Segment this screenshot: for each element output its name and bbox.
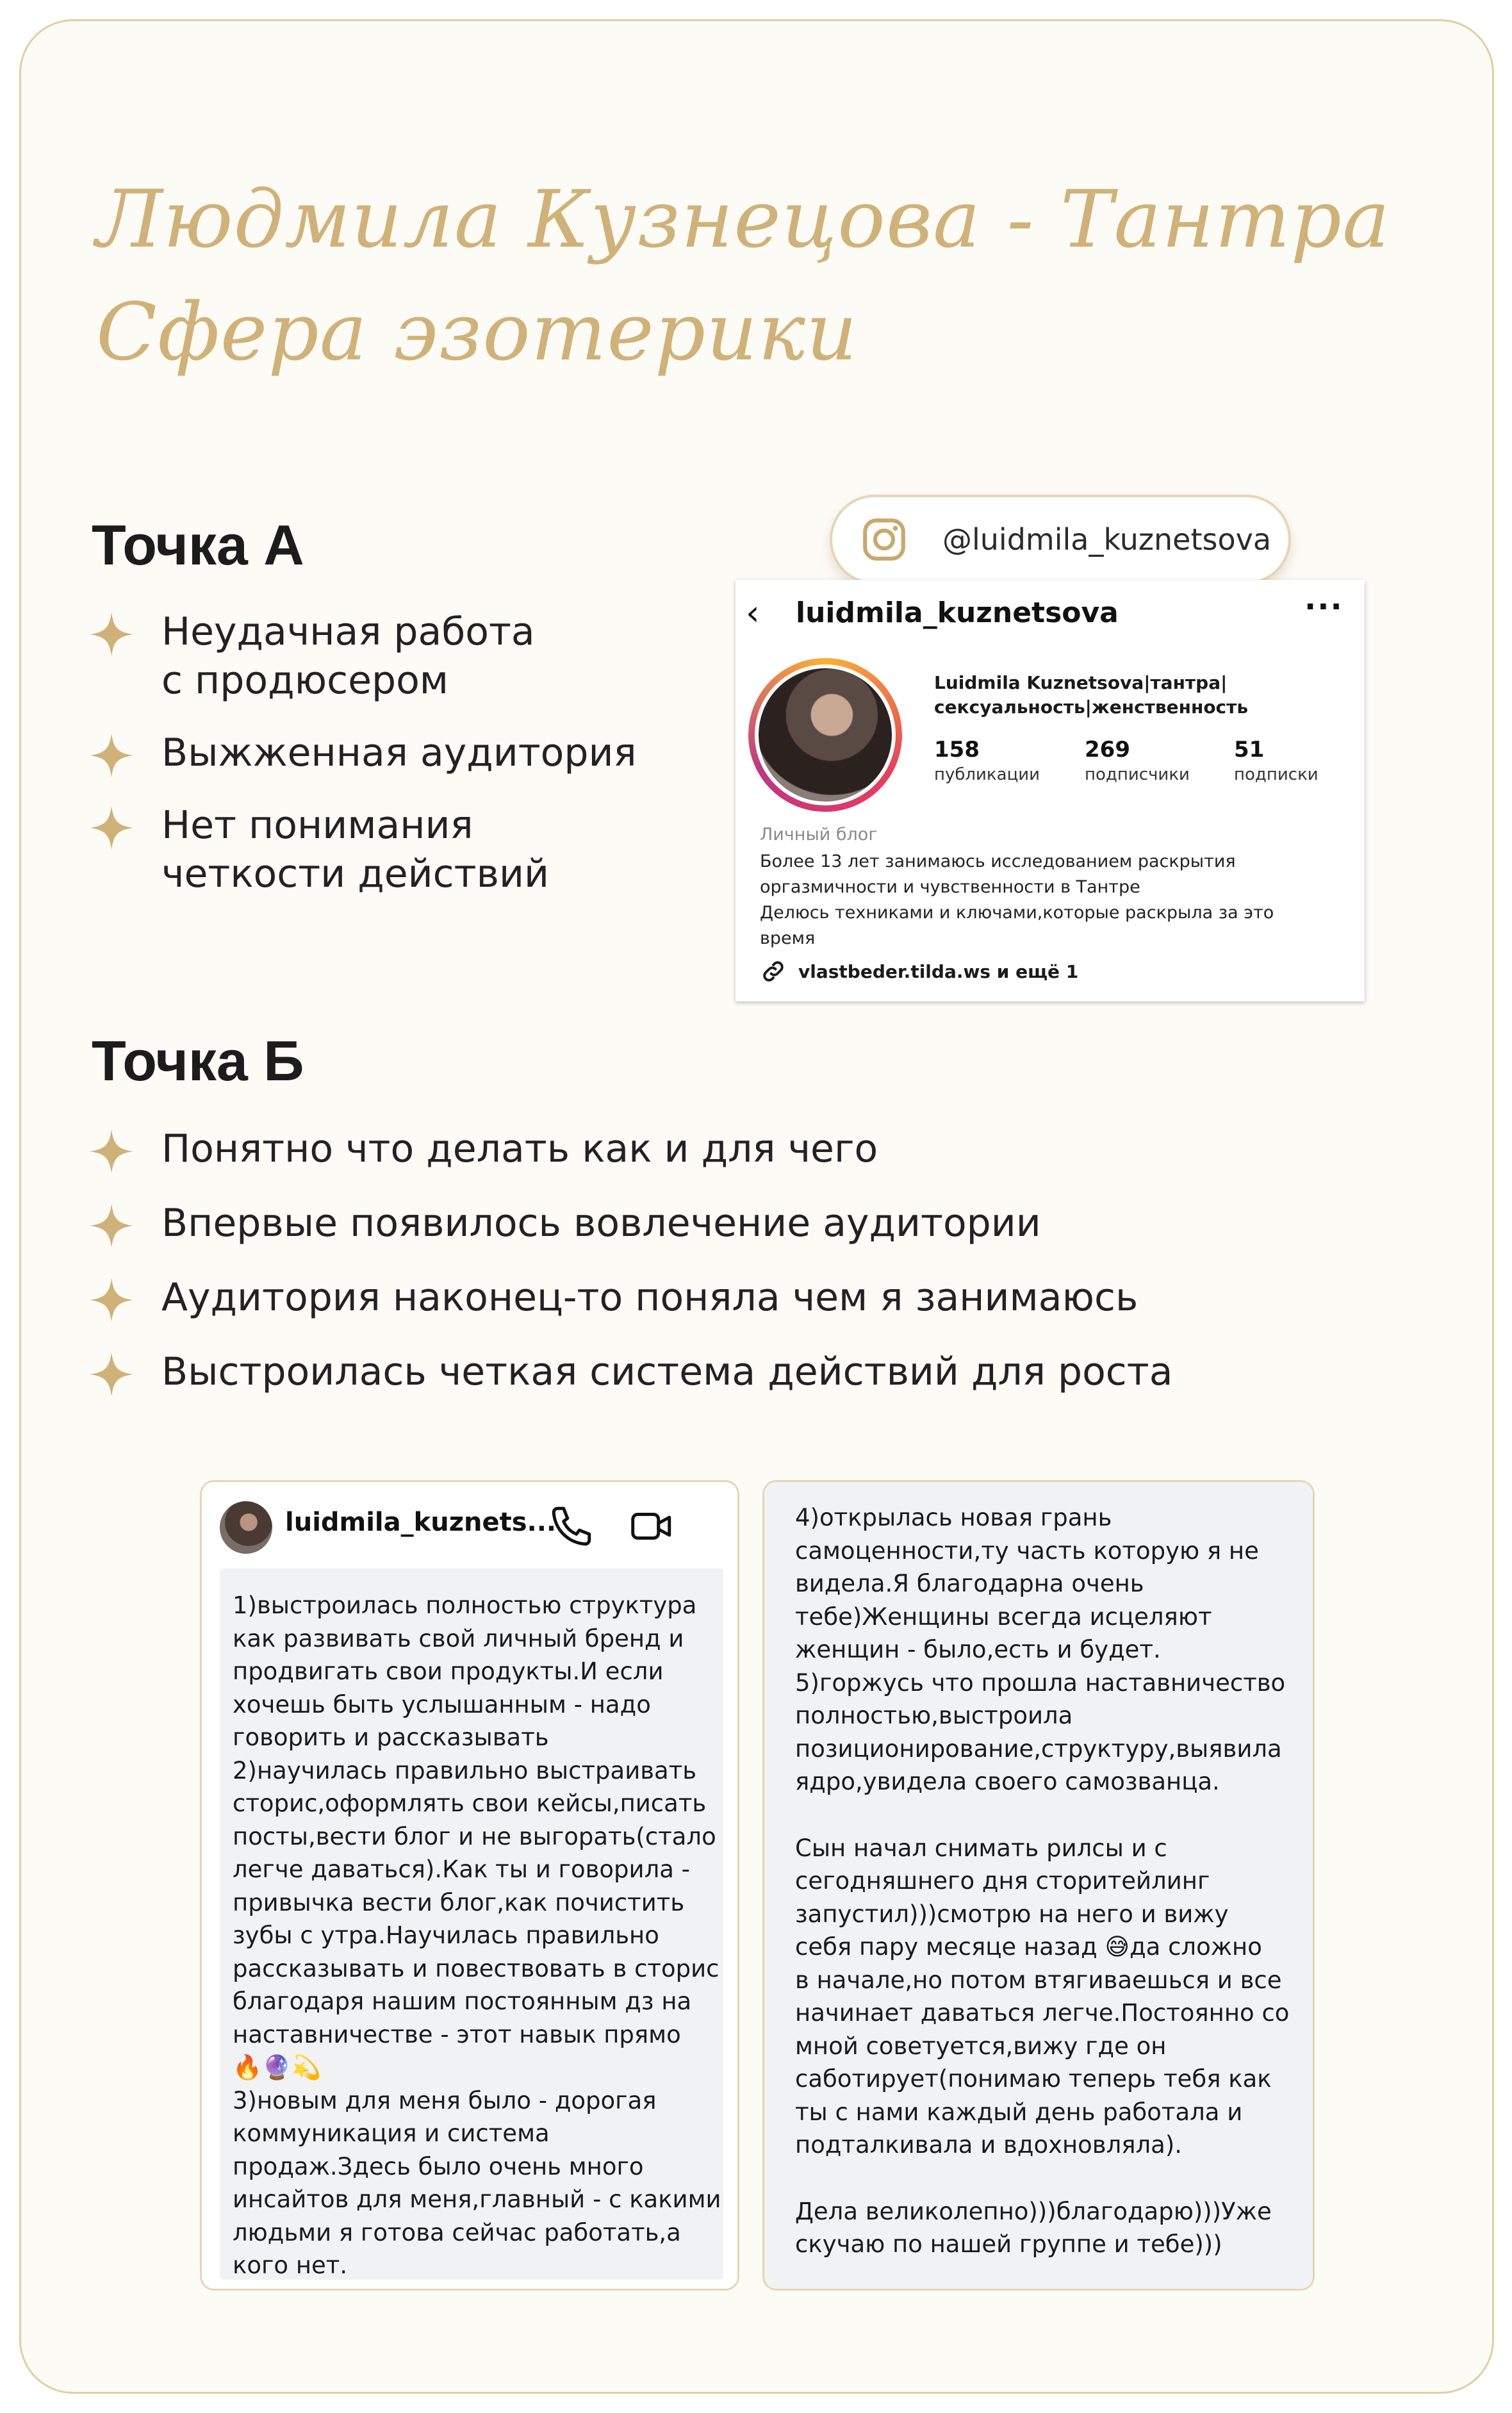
profile-username: luidmila_kuznetsova bbox=[796, 597, 1119, 629]
point-b-list bbox=[90, 1124, 1173, 1422]
more-options-icon[interactable]: ··· bbox=[1304, 589, 1344, 625]
back-arrow-icon[interactable]: ‹ bbox=[746, 593, 760, 633]
message-bubble: 4)открылась новая грань самоценности,ту часть которую я не видела.Я благодарна очень тебе)Женщины всегда исцеляют женщин - было,есть и будет. 5)горжусь что прошла наставничество полностью,выстроила позиционирование,структуру,выявила ядро,увидела своего самозванца. Сын начал снимать рилсы и с сегодняшнего дня сторитейлинг запустил)))смотрю на него и вижу себя пару месяце назад 😅да сложно в начале,но потом втягиваешься и все начинает даваться легче.Постоянно со мной советуется,вижу где он саботирует(понимаю теперь тебя как ты с нами каждый день работала и подталкивала и вдохновляла). Дела великолепно)))благодарю)))Уже скучаю по нашей группе и тебе))) bbox=[764, 1482, 1313, 2289]
stat-following[interactable]: 51 подписки bbox=[1234, 737, 1319, 784]
sparkle-icon bbox=[90, 1204, 133, 1248]
point-a-heading: Точка А bbox=[92, 513, 304, 577]
title-line-1: Людмила Кузнецова - Тантра bbox=[96, 174, 1390, 266]
list-item: Неудачная работа с продюсером bbox=[90, 607, 637, 705]
sparkle-icon bbox=[90, 1278, 133, 1322]
phone-icon[interactable] bbox=[548, 1503, 595, 1550]
list-item: Нет понимания четкости действий bbox=[90, 801, 637, 898]
point-b-heading: Точка Б bbox=[92, 1029, 304, 1092]
avatar[interactable] bbox=[220, 1501, 272, 1554]
instagram-handle: @luidmila_kuznetsova bbox=[942, 522, 1272, 557]
instagram-handle-badge bbox=[830, 495, 1291, 584]
avatar[interactable] bbox=[755, 664, 896, 805]
chat-screenshot-2 bbox=[762, 1480, 1315, 2291]
instagram-profile-screenshot bbox=[735, 580, 1365, 1001]
list-item: Понятно что делать как и для чего bbox=[90, 1124, 1173, 1173]
video-call-icon[interactable] bbox=[628, 1503, 675, 1550]
point-a-list bbox=[90, 607, 637, 922]
list-item: Впервые появилось вовлечение аудитории bbox=[90, 1199, 1173, 1248]
sparkle-icon bbox=[90, 1130, 133, 1173]
stat-followers[interactable]: 269 подписчики bbox=[1085, 737, 1190, 784]
page-title bbox=[96, 163, 1390, 389]
instagram-icon bbox=[862, 517, 907, 562]
list-item: Аудитория наконец-то поняла чем я занимаюсь bbox=[90, 1273, 1173, 1322]
list-item: Выстроилась четкая система действий для роста bbox=[90, 1347, 1173, 1396]
sparkle-icon bbox=[90, 1353, 133, 1396]
chat-username[interactable]: luidmila_kuznets... bbox=[285, 1508, 557, 1537]
profile-full-name: Luidmila Kuznetsova|тантра| сексуальность|женственность bbox=[934, 672, 1249, 718]
chat-screenshot-1 bbox=[200, 1480, 739, 2291]
list-item: Выжженная аудитория bbox=[90, 729, 637, 777]
profile-link[interactable]: vlastbeder.tilda.ws и ещё 1 bbox=[760, 958, 1078, 985]
stat-posts[interactable]: 158 публикации bbox=[934, 737, 1040, 784]
profile-category: Личный блог bbox=[760, 825, 878, 844]
message-bubble: 1)выстроилась полностью структура как развивать свой личный бренд и продвигать свои продукты.И если хочешь быть услышанным - надо говорить и рассказывать 2)научилась правильно выстраивать сторис,оформлять свои кейсы,писать посты,вести блог и не выгорать(стало легче даваться).Как ты и говорила - привычка вести блог,как почистить зубы с утра.Научилась правильно рассказывать и повествовать в сторис благодаря нашим постоянным дз на наставничестве - этот навык прямо 🔥🔮💫 3)новым для меня было - дорогая коммуникация и система продаж.Здесь было очень много инсайтов для меня,главный - с какими людьми я готова сейчас работать,а кого нет. bbox=[220, 1569, 723, 2280]
link-icon bbox=[760, 958, 787, 985]
sparkle-icon bbox=[90, 806, 133, 850]
sparkle-icon bbox=[90, 613, 133, 656]
title-line-2: Сфера эзотерики bbox=[96, 286, 858, 379]
sparkle-icon bbox=[90, 734, 133, 777]
profile-bio: Более 13 лет занимаюсь исследованием раскрытия оргазмичности и чувственности в Тантре Делюсь техниками и ключами,которые раскрыла за это время bbox=[760, 852, 1274, 948]
chat-header bbox=[202, 1482, 737, 1569]
